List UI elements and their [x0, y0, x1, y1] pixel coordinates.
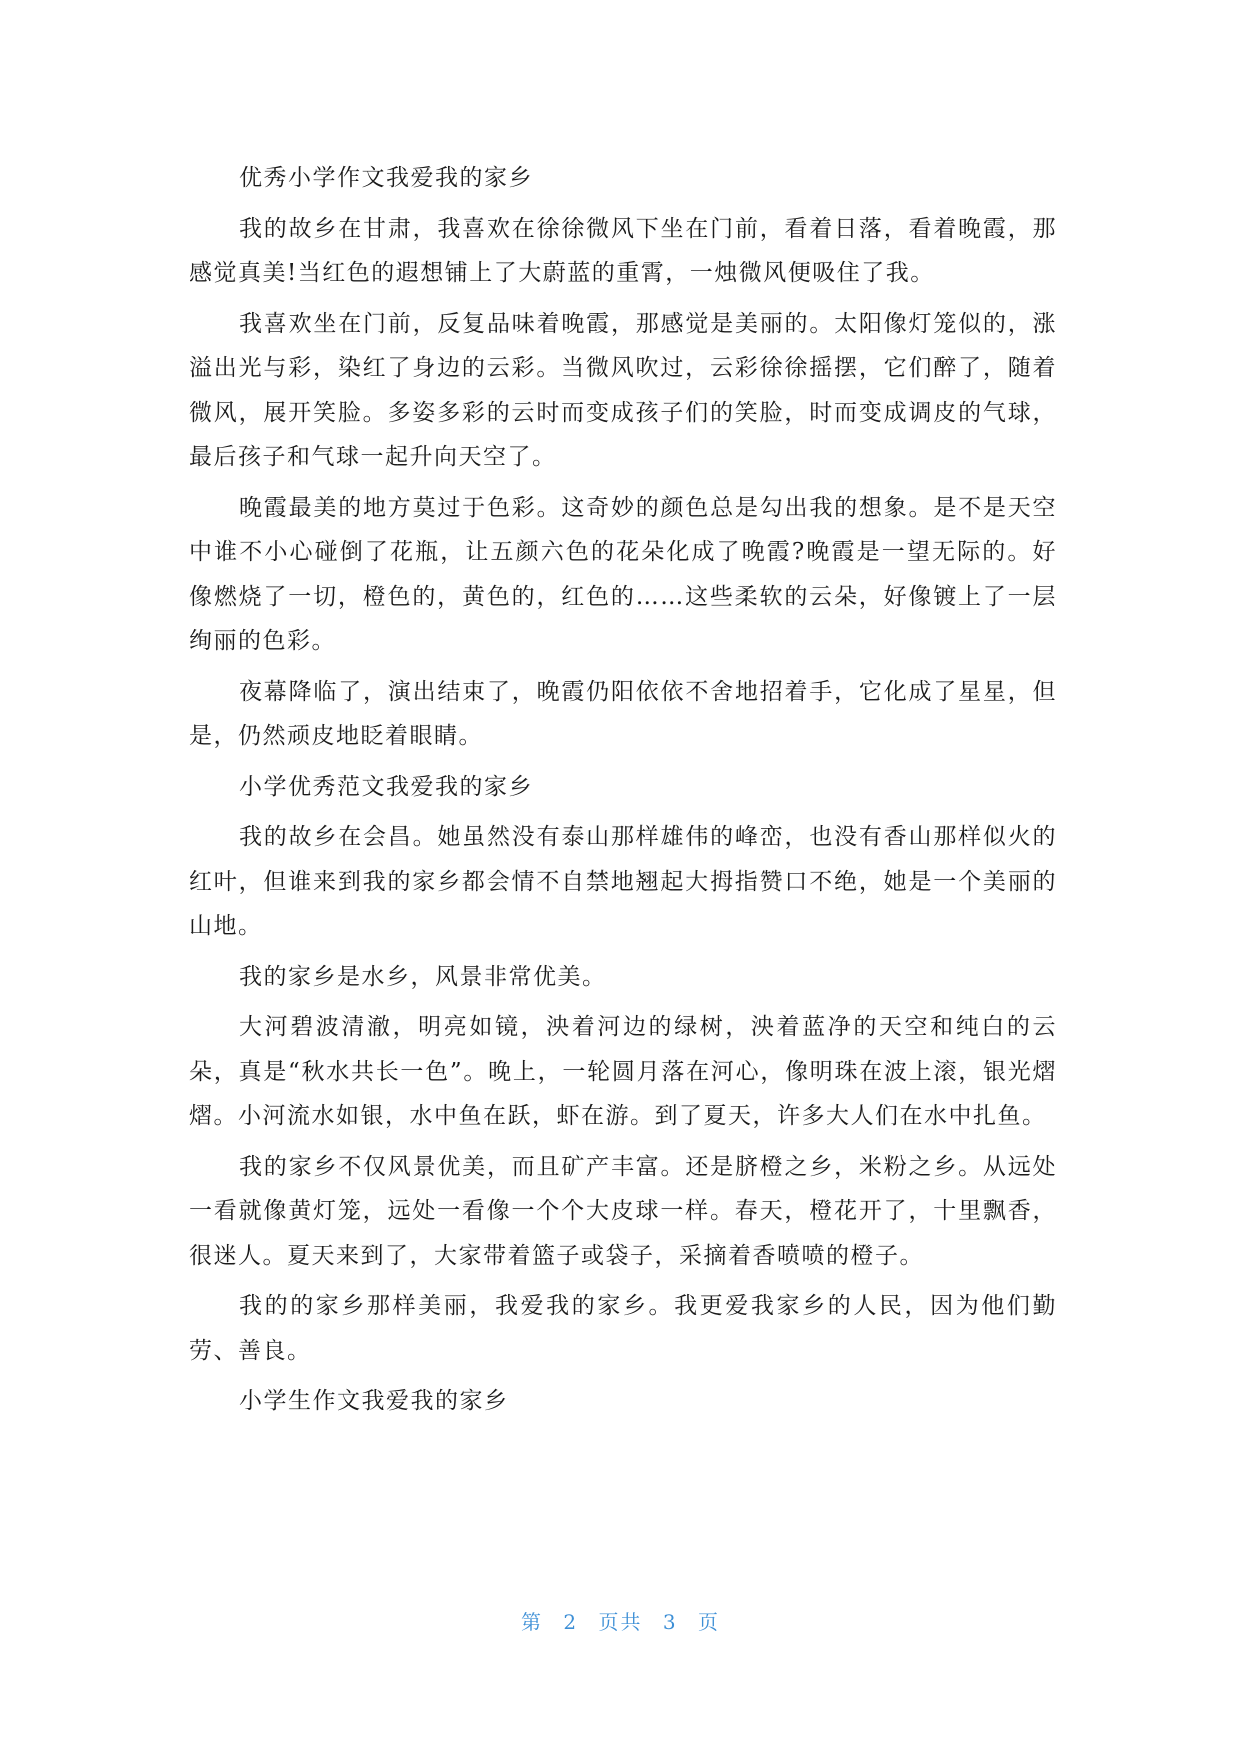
page-footer: [0, 1606, 1241, 1635]
footer-prefix: 第: [521, 1610, 544, 1634]
essay-title-2: 小学优秀范文我爱我的家乡: [239, 773, 533, 800]
total-pages-number: 3: [662, 1610, 678, 1634]
paragraph: 我的家乡是水乡，风景非常优美。: [239, 963, 607, 990]
paragraph: 大河碧波清澈，明亮如镜，泱着河边的绿树，泱着蓝净的天空和纯白的云朵，真是“秋水共长一色”。晚上，一轮圆月落在河心，像明珠在波上滚，银光熠熠。小河流水如银，水中鱼在跃，虾在游。到了夏天，许多大人们在水中扎鱼。: [189, 1014, 1057, 1129]
paragraph: 晚霞最美的地方莫过于色彩。这奇妙的颜色总是勾出我的想象。是不是天空中谁不小心碰倒了花瓶，让五颜六色的花朵化成了晚霞?晚霞是一望无际的。好像燃烧了一切，橙色的，黄色的，红色的……这些柔软的云朵，好像镀上了一层绚丽的色彩。: [189, 494, 1057, 654]
footer-suffix: 页: [697, 1610, 720, 1634]
paragraph: 我喜欢坐在门前，反复品味着晚霞，那感觉是美丽的。太阳像灯笼似的，涨溢出光与彩，染红了身边的云彩。当微风吹过，云彩徐徐摇摆，它们醉了，随着微风，展开笑脸。多姿多彩的云时而变成孩子们的笑脸，时而变成调皮的气球，最后孩子和气球一起升向天空了。: [189, 310, 1057, 470]
paragraph: 夜幕降临了，演出结束了，晚霞仍阳依依不舍地招着手，它化成了星星，但是，仍然顽皮地眨着眼睛。: [189, 678, 1057, 749]
current-page-number: 2: [563, 1610, 579, 1634]
document-body: [189, 156, 1057, 1430]
essay-title-3: 小学生作文我爱我的家乡: [239, 1388, 509, 1414]
paragraph: 我的家乡不仅风景优美，而且矿产丰富。还是脐橙之乡，米粉之乡。从远处一看就像黄灯笼，远处一看像一个个大皮球一样。春天，橙花开了，十里飘香，很迷人。夏天来到了，大家带着篮子或袋子，采摘着香喷喷的橙子。: [189, 1153, 1057, 1269]
paragraph: 我的的家乡那样美丽，我爱我的家乡。我更爱我家乡的人民，因为他们勤劳、善良。: [189, 1293, 1057, 1364]
paragraph: 我的故乡在甘肃，我喜欢在徐徐微风下坐在门前，看着日落，看着晚霞，那感觉真美!当红色的遐想铺上了大蔚蓝的重霄，一烛微风便吸住了我。: [189, 215, 1057, 286]
footer-middle: 页共: [598, 1610, 643, 1634]
paragraph: 我的故乡在会昌。她虽然没有泰山那样雄伟的峰峦，也没有香山那样似火的红叶，但谁来到我的家乡都会情不自禁地翘起大拇指赞口不绝，她是一个美丽的山地。: [189, 824, 1057, 939]
essay-title-1: 优秀小学作文我爱我的家乡: [239, 165, 533, 191]
